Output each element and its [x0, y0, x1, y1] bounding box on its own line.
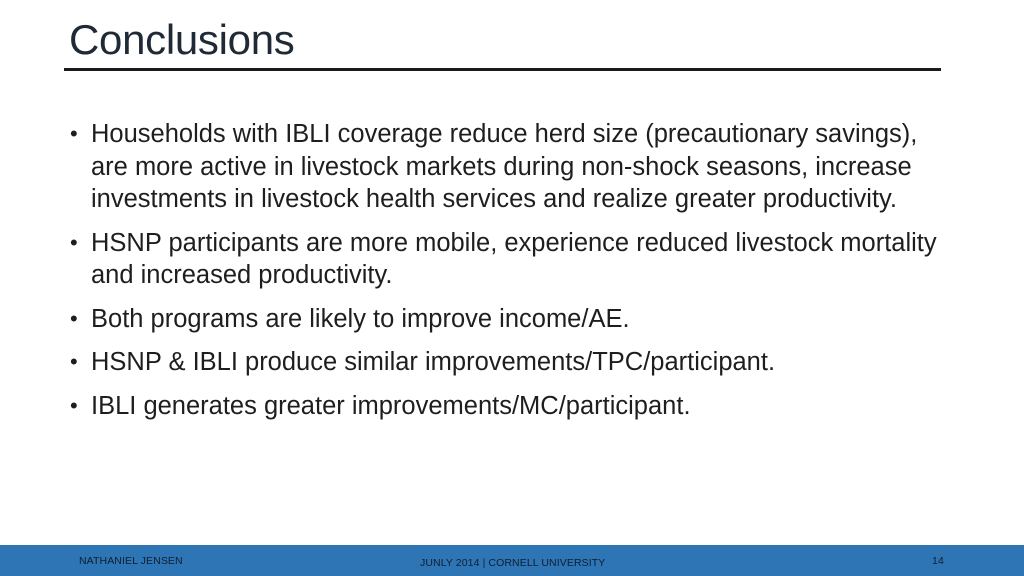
bullet-item: [70, 227, 940, 292]
bullet-text: HSNP & IBLI produce similar improvements/TPC/participant.: [91, 348, 776, 376]
bullet-item: [70, 346, 940, 379]
bullet-text: Households with IBLI coverage reduce herd size (precautionary savings), are more active in livestock markets during non-shock seasons, increase investments in livestock health services and realize greater productivity.: [91, 120, 918, 213]
footer-author: NATHANIEL JENSEN: [79, 555, 183, 567]
title-divider: [64, 68, 941, 71]
slide-title: Conclusions: [69, 16, 295, 63]
bullet-dot-icon: •: [70, 305, 78, 331]
footer-date-org: JUNLY 2014 | CORNELL UNIVERSITY: [420, 557, 606, 569]
bullet-text: IBLI generates greater improvements/MC/participant.: [91, 391, 691, 420]
bullet-list: [70, 118, 940, 433]
bullet-text: Both programs are likely to improve income/AE.: [91, 304, 630, 333]
bullet-item: [70, 118, 940, 216]
bullet-item: [70, 390, 940, 423]
page-number: 14: [932, 555, 944, 567]
bullet-item: [70, 303, 940, 336]
bullet-dot-icon: •: [70, 121, 78, 146]
bullet-dot-icon: •: [70, 392, 78, 418]
bullet-dot-icon: •: [70, 229, 78, 255]
bullet-text: HSNP participants are more mobile, experience reduced livestock mortality and increased productivity.: [91, 228, 937, 289]
bullet-dot-icon: •: [70, 349, 78, 374]
footer-bar: [0, 545, 1024, 576]
